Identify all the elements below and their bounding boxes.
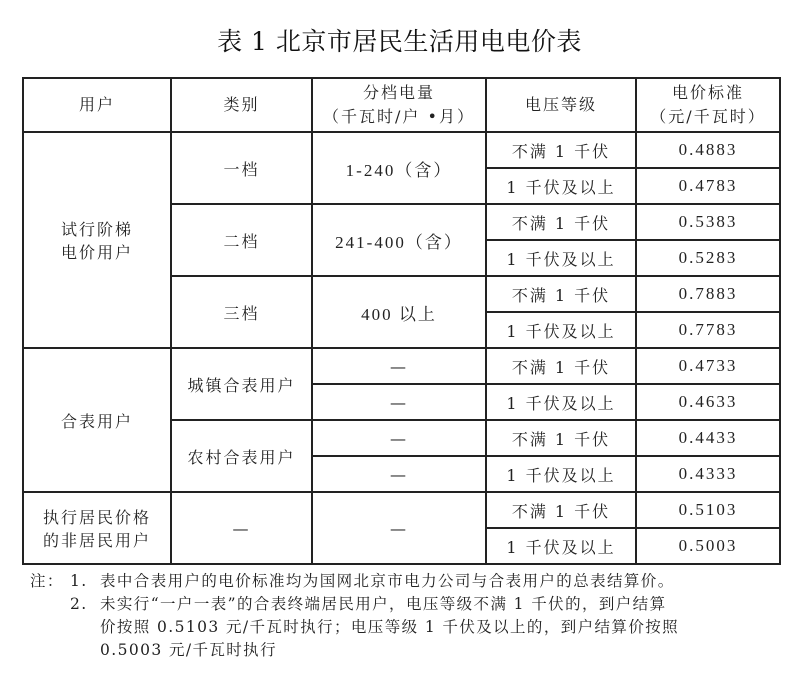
tier-cell: 241-400（含）: [312, 204, 486, 276]
voltage-cell: 不满 1 千伏: [486, 276, 636, 312]
electricity-price-table: [22, 77, 781, 565]
table-title: 表 1 北京市居民生活用电电价表: [217, 27, 582, 56]
note-1: [30, 570, 790, 593]
note-number: 1.: [70, 572, 88, 590]
header-tier: 分档电量 （千瓦时/户 •月）: [312, 78, 486, 132]
user-cell-nonresidential: 执行居民价格 的非居民用户: [23, 492, 171, 564]
price-cell: 0.4333: [636, 456, 780, 492]
tier-cell: —: [312, 384, 486, 420]
price-cell: 0.7883: [636, 276, 780, 312]
tier-cell: 1-240（含）: [312, 132, 486, 204]
price-cell: 0.4433: [636, 420, 780, 456]
category-cell: 农村合表用户: [171, 420, 312, 492]
category-cell: 一档: [171, 132, 312, 204]
price-cell: 0.4883: [636, 132, 780, 168]
header-price: 电价标准 （元/千瓦时）: [636, 78, 780, 132]
note-prefix: 注：: [30, 572, 64, 590]
price-cell: 0.5003: [636, 528, 780, 564]
voltage-cell: 不满 1 千伏: [486, 348, 636, 384]
price-cell: 0.7783: [636, 312, 780, 348]
voltage-cell: 不满 1 千伏: [486, 492, 636, 528]
note-text: 未实行“一户一表”的合表终端居民用户，电压等级不满 1 千伏的，到户结算 价按照 0.5103 元/千瓦时执行；电压等级 1 千伏及以上的，到户结算价按照 0.5003 元/千瓦时执行: [100, 595, 680, 659]
category-cell: 三档: [171, 276, 312, 348]
table-row: [23, 348, 780, 384]
user-cell-combined: 合表用户: [23, 348, 171, 492]
header-row: [23, 78, 780, 132]
voltage-cell: 1 千伏及以上: [486, 312, 636, 348]
tier-cell: —: [312, 348, 486, 384]
voltage-cell: 1 千伏及以上: [486, 528, 636, 564]
tier-cell: —: [312, 456, 486, 492]
tier-cell: —: [312, 492, 486, 564]
price-cell: 0.4783: [636, 168, 780, 204]
table-row: [23, 132, 780, 168]
voltage-cell: 不满 1 千伏: [486, 132, 636, 168]
note-number: 2.: [70, 595, 88, 613]
header-category: 类别: [171, 78, 312, 132]
category-cell: 二档: [171, 204, 312, 276]
user-cell-tiered: 试行阶梯 电价用户: [23, 132, 171, 348]
table-row: [23, 492, 780, 528]
price-cell: 0.5383: [636, 204, 780, 240]
voltage-cell: 1 千伏及以上: [486, 384, 636, 420]
price-cell: 0.5103: [636, 492, 780, 528]
voltage-cell: 不满 1 千伏: [486, 204, 636, 240]
table-notes: [30, 570, 790, 662]
note-2: [30, 593, 790, 662]
voltage-cell: 不满 1 千伏: [486, 420, 636, 456]
header-voltage: 电压等级: [486, 78, 636, 132]
category-cell: 城镇合表用户: [171, 348, 312, 420]
note-text: 表中合表用户的电价标准均为国网北京市电力公司与合表用户的总表结算价。: [100, 572, 675, 590]
voltage-cell: 1 千伏及以上: [486, 240, 636, 276]
price-cell: 0.4733: [636, 348, 780, 384]
price-cell: 0.4633: [636, 384, 780, 420]
header-user: 用户: [23, 78, 171, 132]
voltage-cell: 1 千伏及以上: [486, 168, 636, 204]
price-cell: 0.5283: [636, 240, 780, 276]
tier-cell: 400 以上: [312, 276, 486, 348]
voltage-cell: 1 千伏及以上: [486, 456, 636, 492]
category-cell: —: [171, 492, 312, 564]
tier-cell: —: [312, 420, 486, 456]
